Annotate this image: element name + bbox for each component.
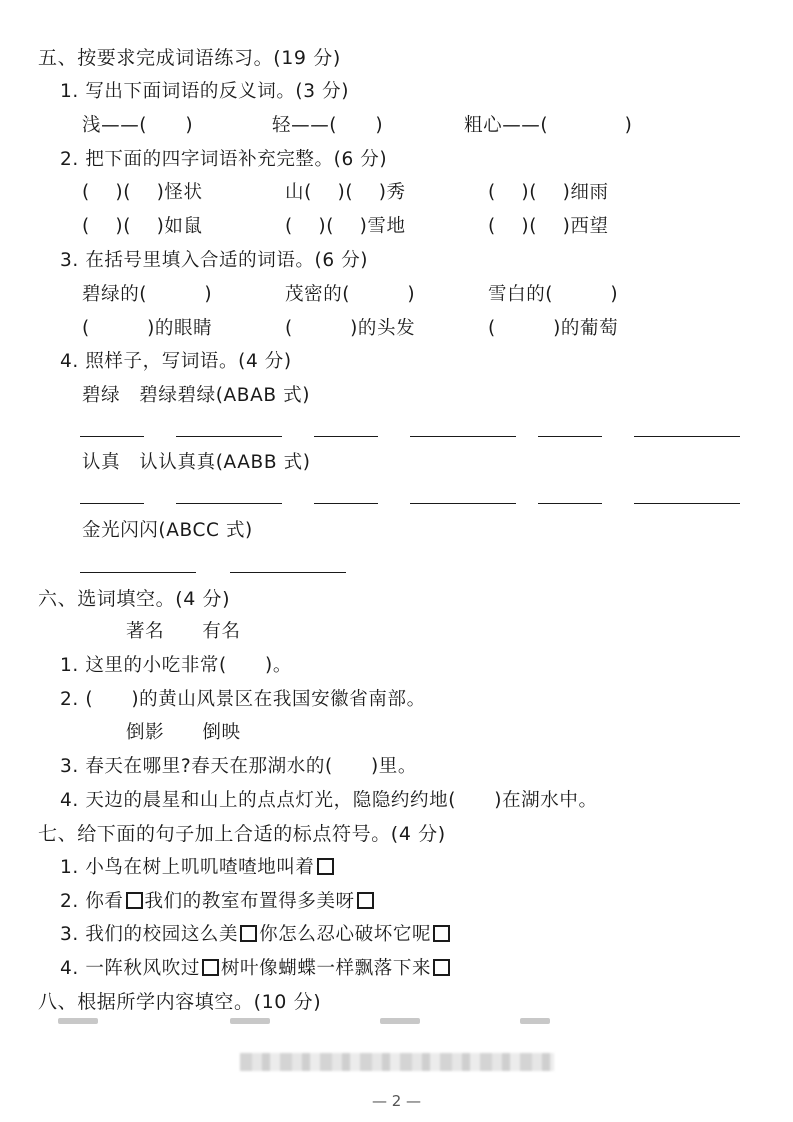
sentence-text: 3. 我们的校园这么美 bbox=[60, 924, 239, 945]
text-fragment bbox=[58, 1018, 98, 1024]
answer-blank[interactable] bbox=[176, 436, 282, 437]
s5-q4: 4. 照样子，写词语。(4 分) bbox=[60, 351, 292, 372]
answer-blank[interactable] bbox=[314, 436, 378, 437]
example-line: 碧绿 碧绿碧绿(ABAB 式) bbox=[82, 385, 311, 406]
answer-blank[interactable] bbox=[80, 436, 144, 437]
s5-q3: 3. 在括号里填入合适的词语。(6 分) bbox=[60, 250, 369, 271]
text-fragment bbox=[230, 1018, 270, 1024]
fill-item: ( )的眼睛 bbox=[82, 318, 213, 339]
answer-blank[interactable] bbox=[80, 572, 196, 573]
sentence-text: 2. 你看 bbox=[60, 891, 124, 912]
answer-blank[interactable] bbox=[634, 436, 740, 437]
s7-q2 bbox=[60, 889, 376, 915]
idiom-item: ( )( )如鼠 bbox=[82, 216, 203, 237]
idiom-item: 山( )( )秀 bbox=[285, 182, 406, 203]
idiom-item: ( )( )雪地 bbox=[285, 216, 406, 237]
section-8-title: 八、根据所学内容填空。(10 分) bbox=[38, 991, 322, 1013]
punctuation-box[interactable] bbox=[317, 858, 334, 875]
cropped-text-fragments bbox=[0, 1018, 793, 1028]
text-fragment bbox=[380, 1018, 420, 1024]
blurred-watermark bbox=[240, 1053, 554, 1071]
idiom-item: ( )( )西望 bbox=[488, 216, 609, 237]
word-choices: 著名 有名 bbox=[126, 621, 241, 642]
punctuation-box[interactable] bbox=[357, 892, 374, 909]
s5-q2: 2. 把下面的四字词语补充完整。(6 分) bbox=[60, 149, 388, 170]
fill-item: 雪白的( ) bbox=[488, 284, 619, 305]
sentence-text: 树叶像蝴蝶一样飘落下来 bbox=[220, 958, 432, 979]
answer-blank[interactable] bbox=[538, 436, 602, 437]
fill-item: ( )的头发 bbox=[285, 318, 416, 339]
answer-blank[interactable] bbox=[538, 503, 602, 504]
punctuation-box[interactable] bbox=[433, 925, 450, 942]
s6-q3: 3. 春天在哪里?春天在那湖水的( )里。 bbox=[60, 756, 417, 777]
text-fragment bbox=[520, 1018, 550, 1024]
answer-blank[interactable] bbox=[410, 503, 516, 504]
example-line: 金光闪闪(ABCC 式) bbox=[82, 520, 253, 541]
s6-q1: 1. 这里的小吃非常( )。 bbox=[60, 655, 292, 676]
answer-blank[interactable] bbox=[410, 436, 516, 437]
antonym-item: 浅——( ) bbox=[82, 115, 194, 136]
answer-blank[interactable] bbox=[230, 572, 346, 573]
example-line: 认真 认认真真(AABB 式) bbox=[82, 452, 311, 473]
s7-q1 bbox=[60, 855, 336, 881]
page-number: — 2 — bbox=[371, 1092, 422, 1110]
idiom-item: ( )( )怪状 bbox=[82, 182, 203, 203]
s7-q4 bbox=[60, 956, 452, 982]
s7-q3 bbox=[60, 922, 452, 948]
answer-blank[interactable] bbox=[314, 503, 378, 504]
answer-blank[interactable] bbox=[634, 503, 740, 504]
punctuation-box[interactable] bbox=[433, 959, 450, 976]
fill-item: ( )的葡萄 bbox=[488, 318, 619, 339]
sentence-text: 4. 一阵秋风吹过 bbox=[60, 958, 200, 979]
punctuation-box[interactable] bbox=[126, 892, 143, 909]
section-5-title: 五、按要求完成词语练习。(19 分) bbox=[38, 47, 341, 69]
answer-blank[interactable] bbox=[176, 503, 282, 504]
fill-item: 茂密的( ) bbox=[285, 284, 416, 305]
s6-q2: 2. ( )的黄山风景区在我国安徽省南部。 bbox=[60, 689, 426, 710]
antonym-item: 粗心——( ) bbox=[464, 115, 633, 136]
fill-item: 碧绿的( ) bbox=[82, 284, 213, 305]
sentence-text: 我们的教室布置得多美呀 bbox=[144, 891, 355, 912]
section-6-title: 六、选词填空。(4 分) bbox=[38, 588, 231, 610]
sentence-text: 1. 小鸟在树上叽叽喳喳地叫着 bbox=[60, 857, 315, 878]
antonym-item: 轻——( ) bbox=[272, 115, 384, 136]
s5-q1: 1. 写出下面词语的反义词。(3 分) bbox=[60, 81, 350, 102]
answer-blank[interactable] bbox=[80, 503, 144, 504]
s6-q4: 4. 天边的晨星和山上的点点灯光，隐隐约约地( )在湖水中。 bbox=[60, 790, 598, 811]
idiom-item: ( )( )细雨 bbox=[488, 182, 609, 203]
word-choices: 倒影 倒映 bbox=[126, 722, 241, 743]
punctuation-box[interactable] bbox=[240, 925, 257, 942]
section-7-title: 七、给下面的句子加上合适的标点符号。(4 分) bbox=[38, 823, 446, 845]
punctuation-box[interactable] bbox=[202, 959, 219, 976]
sentence-text: 你怎么忍心破坏它呢 bbox=[259, 924, 432, 945]
